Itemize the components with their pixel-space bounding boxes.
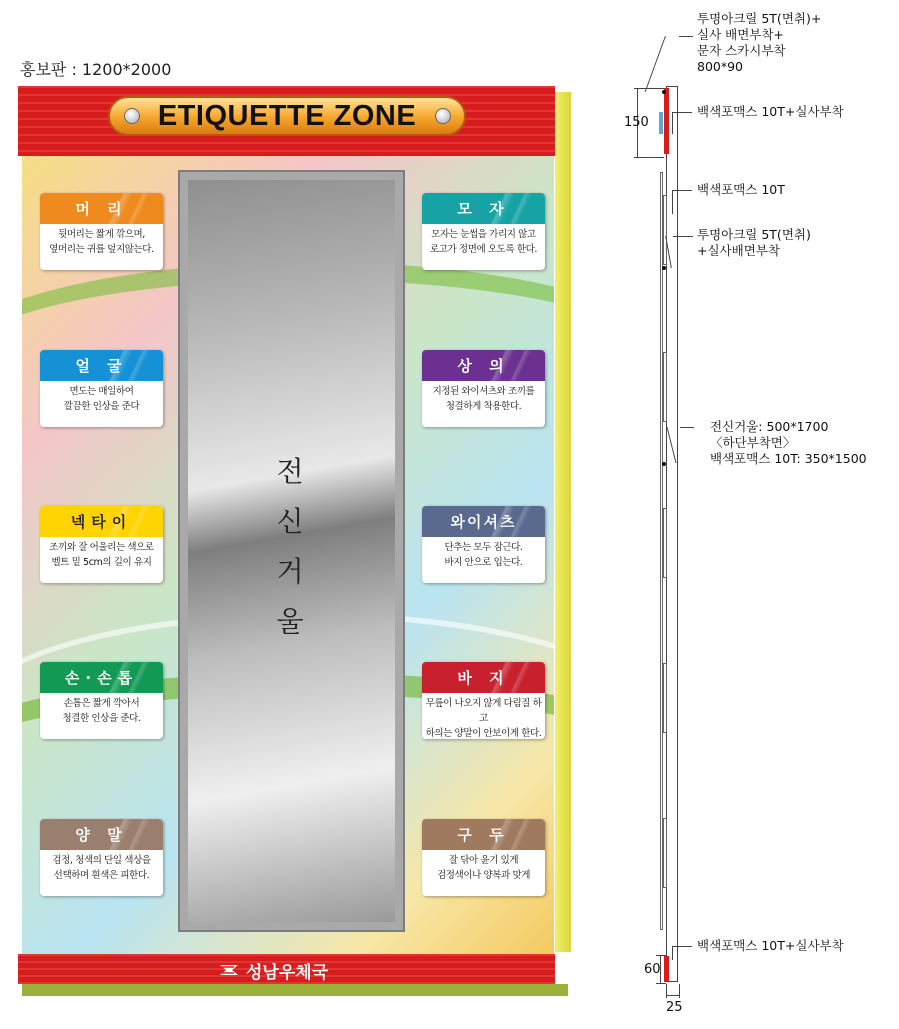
card-title: 와이셔츠 <box>422 506 545 537</box>
title-plate <box>108 96 466 136</box>
dim-top-height: 150 <box>624 115 649 130</box>
leader-dot <box>662 90 666 94</box>
card-text: 뒷머리는 짧게 깎으며, 옆머리는 귀를 덮지않는다. <box>49 229 154 255</box>
card-text: 조끼와 잘 어울리는 색으로 벨트 밑 5cm의 길이 유지 <box>49 542 154 568</box>
footer-brand <box>218 957 398 983</box>
card-text: 무릎이 나오지 않게 다림질 하고 하의는 양말이 안보이게 한다. <box>425 698 542 739</box>
card-text: 면도는 매일하여 깔끔한 인상을 준다 <box>63 386 140 412</box>
card-text: 검정, 청색의 단일 색상을 선택하며 흰색은 피한다. <box>52 855 151 881</box>
side-foamex-strip <box>663 508 667 578</box>
dim-line <box>666 984 667 998</box>
note-foamex-bottom: 백색포맥스 10T+실사부착 <box>697 938 844 953</box>
post-logo-icon <box>218 962 240 978</box>
etiquette-card-pants <box>422 662 545 739</box>
etiquette-card-shoes <box>422 819 545 896</box>
leader-line <box>679 36 693 37</box>
leader-line <box>645 36 666 92</box>
bolt-icon <box>124 108 140 124</box>
board-caption: 홍보판 : 1200*2000 <box>20 60 172 79</box>
card-text: 지정된 와이셔츠와 조끼를 청결하게 착용한다. <box>432 386 535 412</box>
card-title: 모 자 <box>422 193 545 224</box>
mirror-label-char: 전 <box>276 455 304 488</box>
leader-line <box>680 427 694 428</box>
note-mirror: 전신거울: 500*1700 〈하단부착면〉 백색포맥스 10T: 350*1500 <box>710 419 867 466</box>
note-foamex-top: 백색포맥스 10T+실사부착 <box>697 104 844 119</box>
leader-line <box>672 190 692 191</box>
leader-line <box>672 190 673 214</box>
board-base <box>22 984 568 996</box>
dim-line <box>634 88 664 89</box>
card-title: 얼 굴 <box>40 350 163 381</box>
dim-bottom-height: 60 <box>644 962 661 977</box>
leader-dot <box>662 266 666 270</box>
note-acrylic-mid: 투명아크릴 5T(면취) +실사배면부착 <box>697 227 811 258</box>
footer-text: 성남우체국 <box>246 962 329 983</box>
card-title: 구 두 <box>422 819 545 850</box>
etiquette-card-hat <box>422 193 545 270</box>
mirror-label-char: 거 <box>276 555 304 588</box>
etiquette-card-shirt <box>422 506 545 583</box>
mirror-label-char: 신 <box>276 505 304 538</box>
etiquette-card-hair <box>40 193 163 270</box>
card-title: 넥타이 <box>40 506 163 537</box>
side-foamex-strip <box>663 352 667 422</box>
leader-dot <box>662 462 666 466</box>
card-text: 잘 닦아 윤기 있게 검정색이나 양복과 맞게 <box>436 855 530 881</box>
board-side-edge <box>555 92 571 952</box>
dim-line <box>666 995 680 996</box>
side-top-red <box>664 88 669 154</box>
card-title: 머 리 <box>40 193 163 224</box>
dim-line <box>656 955 666 956</box>
mirror-label-char: 울 <box>276 605 304 638</box>
card-title: 손·손톱 <box>40 662 163 693</box>
dim-line <box>656 983 666 984</box>
side-top-blue <box>659 112 663 134</box>
dim-depth: 25 <box>666 1000 683 1015</box>
side-foamex-strip <box>663 663 667 733</box>
bolt-icon <box>435 108 451 124</box>
leader-line <box>672 112 692 113</box>
card-text: 손톱은 짧게 깍아서 청결한 인상을 준다. <box>62 698 141 724</box>
card-text: 단추는 모두 잠근다. 바지 안으로 입는다. <box>444 542 523 568</box>
etiquette-card-tie <box>40 506 163 583</box>
leader-line <box>672 112 673 134</box>
etiquette-card-hands <box>40 662 163 739</box>
leader-line <box>673 236 693 237</box>
note-foamex: 백색포맥스 10T <box>697 182 785 197</box>
side-board-outline <box>666 86 678 982</box>
side-bottom-red <box>664 956 669 982</box>
leader-line <box>672 946 692 947</box>
card-title: 상 의 <box>422 350 545 381</box>
board-title: ETIQUETTE ZONE <box>157 99 417 132</box>
card-title: 양 말 <box>40 819 163 850</box>
dim-line <box>634 157 664 158</box>
card-text: 모자는 눈썹을 가리지 않고 로고가 정면에 오도록 한다. <box>429 229 538 255</box>
etiquette-card-jacket <box>422 350 545 427</box>
note-acrylic-top: 투명아크릴 5T(면취)+ 실사 배면부착+ 문자 스카시부착 800*90 <box>697 11 822 74</box>
etiquette-card-socks <box>40 819 163 896</box>
side-foamex-strip <box>663 195 667 265</box>
dim-line <box>679 984 680 998</box>
side-foamex-strip <box>663 818 667 888</box>
etiquette-card-face <box>40 350 163 427</box>
leader-line <box>672 946 673 960</box>
card-title: 바 지 <box>422 662 545 693</box>
